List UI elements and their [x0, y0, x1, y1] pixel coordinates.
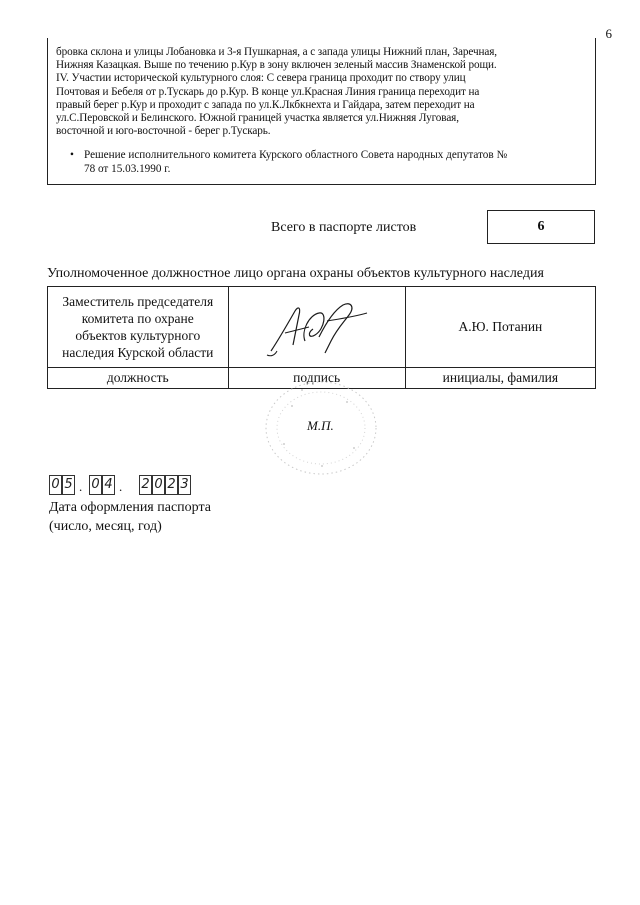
date-digit: 2 — [165, 475, 178, 495]
official-heading: Уполномоченное должностное лицо органа охраны объектов культурного наследия — [47, 266, 544, 281]
position-caption: должность — [48, 368, 229, 389]
bullet-mark: • — [70, 149, 74, 161]
description-line: ул.С.Перовской и Белинского. Южной границей участка является ул.Нижняя Луговая, — [56, 112, 459, 125]
date-caption — [49, 498, 211, 536]
position-cell — [48, 287, 229, 368]
sheets-total-label: Всего в паспорте листов — [271, 220, 417, 235]
description-line: IV. Участии исторической культурного слоя: С севера граница проходит по створу улиц — [56, 72, 466, 85]
signature-table — [47, 286, 596, 389]
description-line: Почтовая и Бебеля от р.Тускарь до р.Кур. В конце ул.Красная Линия граница переходит на — [56, 85, 480, 98]
position-line: объектов культурного — [75, 328, 201, 343]
date-caption-title: Дата оформления паспорта — [49, 500, 211, 515]
date-digit: 0 — [152, 475, 165, 495]
page-number: 6 — [605, 26, 612, 41]
date-digit: 0 — [89, 475, 102, 495]
date-separator: . — [79, 479, 83, 494]
description-line: восточной и юго-восточной - берег р.Тускарь. — [56, 125, 271, 138]
stamp-label: М.П. — [307, 418, 334, 433]
date-caption-format: (число, месяц, год) — [49, 519, 162, 534]
signature-cell — [228, 287, 405, 368]
date-digit: 5 — [62, 475, 75, 495]
position-line: наследия Курской области — [62, 345, 214, 360]
position-line: комитета по охране — [81, 311, 194, 326]
date-digit: 3 — [178, 475, 191, 495]
initials-caption: инициалы, фамилия — [405, 368, 595, 389]
description-line: бровка склона и улицы Лобановка и 3-я Пушкарная, а с запада улицы Нижний план, Заречная, — [56, 46, 497, 58]
date-digit: 2 — [139, 475, 152, 495]
position-line: Заместитель председателя — [62, 294, 214, 309]
boundary-description — [56, 46, 591, 138]
sheets-total-value: 6 — [487, 210, 595, 244]
date-digit: 0 — [49, 475, 62, 495]
description-line: Нижняя Казацкая. Выше по течению р.Кур в зону включен зеленый массив Знаменской рощи. — [56, 59, 497, 72]
signature-caption: подпись — [228, 368, 405, 389]
description-line: правый берег р.Кур и проходит с запада по ул.К.Лкбкнехта и Гайдара, затем переходит на — [56, 98, 475, 111]
handwritten-signature — [257, 289, 377, 361]
date-digit: 4 — [102, 475, 115, 495]
name-cell: А.Ю. Потанин — [405, 287, 595, 368]
decision-line: 78 от 15.03.1990 г. — [84, 162, 171, 175]
date-separator: . — [119, 479, 123, 494]
decision-line: Решение исполнительного комитета Курского областного Совета народных депутатов № — [84, 149, 508, 161]
